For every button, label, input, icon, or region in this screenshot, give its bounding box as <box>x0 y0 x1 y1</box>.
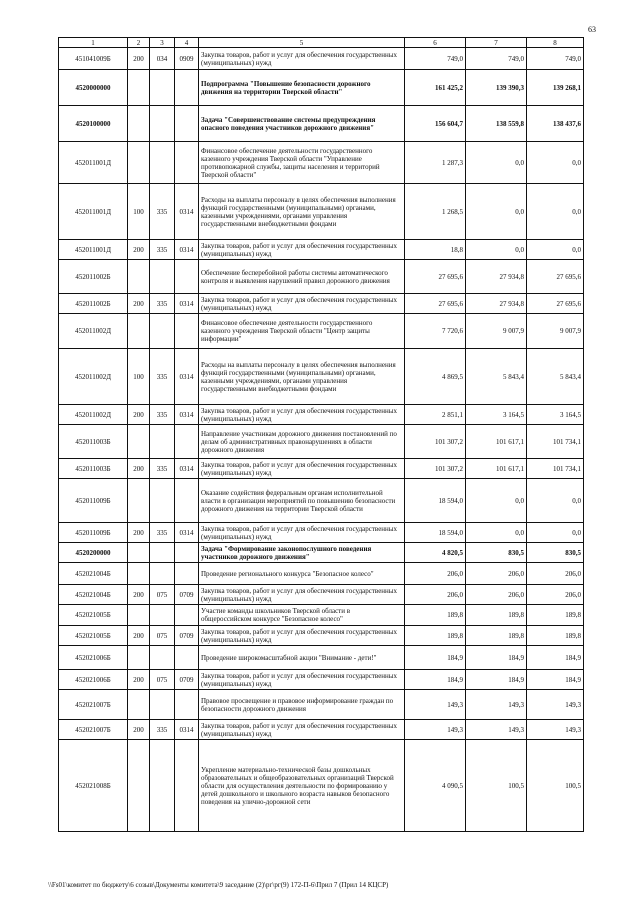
description-cell: Закупка товаров, работ и услуг для обеспечения государственных (муниципальных) нужд <box>199 240 405 260</box>
column-header: 6 <box>405 38 466 48</box>
code-cell: 452021004Б <box>59 563 128 585</box>
section-code-cell <box>175 314 199 349</box>
description-cell: Закупка товаров, работ и услуг для обеспечения государственных (муниципальных) нужд <box>199 585 405 605</box>
code-cell: 452011002Б <box>59 294 128 314</box>
table-header-row <box>59 38 584 48</box>
description-cell: Задача "Совершенствование системы предупреждения опасного поведения участников дорожного движения" <box>199 106 405 142</box>
amount-col6-cell: 101 307,2 <box>405 425 466 459</box>
admin-code-cell <box>150 646 175 670</box>
expense-type-cell <box>128 690 150 720</box>
amount-col8-cell: 830,5 <box>527 543 584 563</box>
column-header: 2 <box>128 38 150 48</box>
amount-col7-cell: 0,0 <box>466 523 527 543</box>
amount-col7-cell: 138 559,8 <box>466 106 527 142</box>
code-cell: 452021004Б <box>59 585 128 605</box>
admin-code-cell: 034 <box>150 48 175 70</box>
table-row <box>59 646 584 670</box>
admin-code-cell: 335 <box>150 184 175 240</box>
admin-code-cell <box>150 425 175 459</box>
amount-col7-cell: 0,0 <box>466 479 527 523</box>
amount-col6-cell: 18 594,0 <box>405 523 466 543</box>
table-row <box>59 294 584 314</box>
amount-col7-cell: 206,0 <box>466 563 527 585</box>
admin-code-cell: 335 <box>150 405 175 425</box>
amount-col7-cell: 0,0 <box>466 240 527 260</box>
expense-type-cell: 100 <box>128 349 150 405</box>
code-cell: 452021006Б <box>59 646 128 670</box>
table-row <box>59 425 584 459</box>
amount-col7-cell: 101 617,1 <box>466 459 527 479</box>
table-row <box>59 626 584 646</box>
table-body <box>59 48 584 832</box>
amount-col6-cell: 4 869,5 <box>405 349 466 405</box>
code-cell: 4520200000 <box>59 543 128 563</box>
amount-col8-cell: 749,0 <box>527 48 584 70</box>
description-cell: Расходы на выплаты персоналу в целях обеспечения выполнения функций государственными (муниципальными) органами, казенными учреждениями, органами управления государственными внебюджетными фондами <box>199 349 405 405</box>
amount-col7-cell: 184,9 <box>466 646 527 670</box>
admin-code-cell: 335 <box>150 523 175 543</box>
section-code-cell <box>175 142 199 184</box>
expense-type-cell <box>128 260 150 294</box>
description-cell: Укрепление материально-технической базы дошкольных образовательных и общеобразовательных организаций Тверской области для осуществления деятельности по формированию у детей дошкольного и школьного возраста навыков безопасного поведения на улично-дорожной сети <box>199 740 405 832</box>
admin-code-cell <box>150 563 175 585</box>
table-row <box>59 240 584 260</box>
amount-col6-cell: 206,0 <box>405 585 466 605</box>
admin-code-cell: 335 <box>150 349 175 405</box>
column-header: 7 <box>466 38 527 48</box>
amount-col6-cell: 206,0 <box>405 563 466 585</box>
section-code-cell <box>175 543 199 563</box>
section-code-cell <box>175 690 199 720</box>
expense-type-cell: 200 <box>128 720 150 740</box>
description-cell: Финансовое обеспечение деятельности государственного казенного учреждения Тверской области "Центр защиты информации" <box>199 314 405 349</box>
section-code-cell <box>175 740 199 832</box>
expense-type-cell: 200 <box>128 240 150 260</box>
table-row <box>59 740 584 832</box>
amount-col6-cell: 1 268,5 <box>405 184 466 240</box>
description-cell: Направление участникам дорожного движения постановлений по делам об административных правонарушениях в области дорожного движения <box>199 425 405 459</box>
code-cell: 4520000000 <box>59 70 128 106</box>
amount-col8-cell: 189,8 <box>527 626 584 646</box>
section-code-cell: 0709 <box>175 626 199 646</box>
expense-type-cell <box>128 563 150 585</box>
description-cell: Закупка товаров, работ и услуг для обеспечения государственных (муниципальных) нужд <box>199 523 405 543</box>
section-code-cell <box>175 70 199 106</box>
table-row <box>59 605 584 626</box>
description-cell: Задача "Формирование законопослушного поведения участников дорожного движения" <box>199 543 405 563</box>
table-row <box>59 670 584 690</box>
code-cell: 452021005Б <box>59 605 128 626</box>
amount-col6-cell: 4 820,5 <box>405 543 466 563</box>
code-cell: 4520100000 <box>59 106 128 142</box>
expense-type-cell: 200 <box>128 670 150 690</box>
description-cell: Подпрограмма "Повышение безопасности дорожного движения на территории Тверской области" <box>199 70 405 106</box>
section-code-cell <box>175 425 199 459</box>
admin-code-cell <box>150 740 175 832</box>
amount-col6-cell: 189,8 <box>405 605 466 626</box>
description-cell: Участие команды школьников Тверской области в общероссийском конкурсе "Безопасное колесо" <box>199 605 405 626</box>
section-code-cell: 0709 <box>175 670 199 690</box>
code-cell: 452011009Б <box>59 479 128 523</box>
expense-type-cell <box>128 479 150 523</box>
amount-col7-cell: 101 617,1 <box>466 425 527 459</box>
amount-col8-cell: 0,0 <box>527 523 584 543</box>
amount-col6-cell: 18,8 <box>405 240 466 260</box>
table-row <box>59 70 584 106</box>
amount-col6-cell: 184,9 <box>405 646 466 670</box>
amount-col8-cell: 3 164,5 <box>527 405 584 425</box>
admin-code-cell: 335 <box>150 294 175 314</box>
column-header: 5 <box>199 38 405 48</box>
section-code-cell <box>175 563 199 585</box>
code-cell: 452011001Д <box>59 240 128 260</box>
amount-col8-cell: 5 843,4 <box>527 349 584 405</box>
expense-type-cell <box>128 646 150 670</box>
amount-col6-cell: 189,8 <box>405 626 466 646</box>
code-cell: 451041009Б <box>59 48 128 70</box>
expense-type-cell: 200 <box>128 48 150 70</box>
description-cell: Закупка товаров, работ и услуг для обеспечения государственных (муниципальных) нужд <box>199 294 405 314</box>
amount-col8-cell: 9 007,9 <box>527 314 584 349</box>
section-code-cell <box>175 646 199 670</box>
description-cell: Правовое просвещение и правовое информирование граждан по безопасности дорожного движения <box>199 690 405 720</box>
amount-col8-cell: 206,0 <box>527 585 584 605</box>
description-cell: Закупка товаров, работ и услуг для обеспечения государственных (муниципальных) нужд <box>199 626 405 646</box>
expense-type-cell: 200 <box>128 294 150 314</box>
amount-col8-cell: 206,0 <box>527 563 584 585</box>
amount-col8-cell: 189,8 <box>527 605 584 626</box>
admin-code-cell <box>150 70 175 106</box>
code-cell: 452011009Б <box>59 523 128 543</box>
expense-type-cell <box>128 142 150 184</box>
table-row <box>59 459 584 479</box>
code-cell: 452011002Б <box>59 260 128 294</box>
amount-col6-cell: 1 287,3 <box>405 142 466 184</box>
budget-table <box>58 37 584 832</box>
table-row <box>59 720 584 740</box>
expense-type-cell: 200 <box>128 523 150 543</box>
file-path-footer: \\Fs01\комитет по бюджету\6 созыв\Документы комитета\9 заседание (2)\рг\рг(9) 172-П-6\Прил 7 (Прил 14 КЦСР) <box>48 881 389 889</box>
amount-col7-cell: 184,9 <box>466 670 527 690</box>
column-header: 3 <box>150 38 175 48</box>
amount-col7-cell: 749,0 <box>466 48 527 70</box>
amount-col6-cell: 101 307,2 <box>405 459 466 479</box>
description-cell: Обеспечение бесперебойной работы системы автоматического контроля и выявления нарушений правил дорожного движения <box>199 260 405 294</box>
amount-col7-cell: 206,0 <box>466 585 527 605</box>
code-cell: 452011003Б <box>59 425 128 459</box>
section-code-cell: 0909 <box>175 48 199 70</box>
table-row <box>59 142 584 184</box>
description-cell: Закупка товаров, работ и услуг для обеспечения государственных (муниципальных) нужд <box>199 405 405 425</box>
amount-col8-cell: 149,3 <box>527 720 584 740</box>
amount-col7-cell: 149,3 <box>466 690 527 720</box>
expense-type-cell <box>128 605 150 626</box>
admin-code-cell: 075 <box>150 626 175 646</box>
code-cell: 452021006Б <box>59 670 128 690</box>
code-cell: 452011002Д <box>59 349 128 405</box>
column-header: 8 <box>527 38 584 48</box>
amount-col6-cell: 184,9 <box>405 670 466 690</box>
amount-col6-cell: 149,3 <box>405 720 466 740</box>
column-header: 4 <box>175 38 199 48</box>
amount-col6-cell: 18 594,0 <box>405 479 466 523</box>
amount-col8-cell: 27 695,6 <box>527 294 584 314</box>
amount-col8-cell: 0,0 <box>527 240 584 260</box>
amount-col6-cell: 2 851,1 <box>405 405 466 425</box>
amount-col8-cell: 100,5 <box>527 740 584 832</box>
amount-col8-cell: 138 437,6 <box>527 106 584 142</box>
amount-col6-cell: 149,3 <box>405 690 466 720</box>
section-code-cell: 0314 <box>175 459 199 479</box>
amount-col8-cell: 27 695,6 <box>527 260 584 294</box>
expense-type-cell: 100 <box>128 184 150 240</box>
description-cell: Расходы на выплаты персоналу в целях обеспечения выполнения функций государственными (муниципальными) органами, казенными учреждениями, органами управления государственными внебюджетными фондами <box>199 184 405 240</box>
amount-col6-cell: 4 090,5 <box>405 740 466 832</box>
table-row <box>59 349 584 405</box>
expense-type-cell <box>128 314 150 349</box>
section-code-cell <box>175 106 199 142</box>
amount-col6-cell: 27 695,6 <box>405 260 466 294</box>
code-cell: 452011003Б <box>59 459 128 479</box>
description-cell: Проведение широкомасштабной акции "Внимание - дети!" <box>199 646 405 670</box>
section-code-cell: 0314 <box>175 240 199 260</box>
description-cell: Оказание содействия федеральным органам исполнительной власти в организации мероприятий по повышению безопасности дорожного движения на территории Тверской области <box>199 479 405 523</box>
amount-col7-cell: 830,5 <box>466 543 527 563</box>
description-cell: Закупка товаров, работ и услуг для обеспечения государственных (муниципальных) нужд <box>199 459 405 479</box>
amount-col6-cell: 156 604,7 <box>405 106 466 142</box>
code-cell: 452011001Д <box>59 184 128 240</box>
admin-code-cell: 335 <box>150 240 175 260</box>
amount-col8-cell: 149,3 <box>527 690 584 720</box>
admin-code-cell <box>150 106 175 142</box>
code-cell: 452011001Д <box>59 142 128 184</box>
code-cell: 452011002Д <box>59 405 128 425</box>
amount-col7-cell: 27 934,8 <box>466 260 527 294</box>
amount-col7-cell: 189,8 <box>466 605 527 626</box>
section-code-cell <box>175 479 199 523</box>
code-cell: 452011002Д <box>59 314 128 349</box>
column-header: 1 <box>59 38 128 48</box>
amount-col7-cell: 0,0 <box>466 142 527 184</box>
expense-type-cell: 200 <box>128 626 150 646</box>
table-row <box>59 479 584 523</box>
code-cell: 452021008Б <box>59 740 128 832</box>
page-number: 63 <box>588 25 596 34</box>
amount-col6-cell: 161 425,2 <box>405 70 466 106</box>
amount-col8-cell: 0,0 <box>527 184 584 240</box>
section-code-cell <box>175 260 199 294</box>
code-cell: 452021007Б <box>59 720 128 740</box>
amount-col8-cell: 0,0 <box>527 142 584 184</box>
table-row <box>59 314 584 349</box>
description-cell: Закупка товаров, работ и услуг для обеспечения государственных (муниципальных) нужд <box>199 48 405 70</box>
expense-type-cell <box>128 70 150 106</box>
admin-code-cell <box>150 605 175 626</box>
expense-type-cell <box>128 106 150 142</box>
table-row <box>59 260 584 294</box>
amount-col7-cell: 139 390,3 <box>466 70 527 106</box>
admin-code-cell: 075 <box>150 670 175 690</box>
admin-code-cell <box>150 690 175 720</box>
description-cell: Закупка товаров, работ и услуг для обеспечения государственных (муниципальных) нужд <box>199 670 405 690</box>
section-code-cell: 0314 <box>175 720 199 740</box>
section-code-cell: 0314 <box>175 405 199 425</box>
table-row <box>59 106 584 142</box>
amount-col7-cell: 189,8 <box>466 626 527 646</box>
amount-col7-cell: 5 843,4 <box>466 349 527 405</box>
admin-code-cell: 335 <box>150 720 175 740</box>
table-row <box>59 405 584 425</box>
table-row <box>59 48 584 70</box>
description-cell: Финансовое обеспечение деятельности государственного казенного учреждения Тверской области "Управление противопожарной службы, защиты населения и территорий Тверской области" <box>199 142 405 184</box>
table-row <box>59 184 584 240</box>
amount-col7-cell: 100,5 <box>466 740 527 832</box>
admin-code-cell: 075 <box>150 585 175 605</box>
amount-col7-cell: 3 164,5 <box>466 405 527 425</box>
description-cell: Проведение регионального конкурса "Безопасное колесо" <box>199 563 405 585</box>
admin-code-cell: 335 <box>150 459 175 479</box>
expense-type-cell <box>128 543 150 563</box>
amount-col7-cell: 27 934,8 <box>466 294 527 314</box>
amount-col8-cell: 0,0 <box>527 479 584 523</box>
amount-col8-cell: 184,9 <box>527 670 584 690</box>
admin-code-cell <box>150 314 175 349</box>
section-code-cell: 0709 <box>175 585 199 605</box>
expense-type-cell: 200 <box>128 459 150 479</box>
amount-col8-cell: 184,9 <box>527 646 584 670</box>
expense-type-cell <box>128 740 150 832</box>
description-cell: Закупка товаров, работ и услуг для обеспечения государственных (муниципальных) нужд <box>199 720 405 740</box>
admin-code-cell <box>150 260 175 294</box>
section-code-cell: 0314 <box>175 294 199 314</box>
amount-col7-cell: 9 007,9 <box>466 314 527 349</box>
amount-col7-cell: 0,0 <box>466 184 527 240</box>
amount-col8-cell: 139 268,1 <box>527 70 584 106</box>
amount-col8-cell: 101 734,1 <box>527 425 584 459</box>
admin-code-cell <box>150 142 175 184</box>
code-cell: 452021005Б <box>59 626 128 646</box>
expense-type-cell: 200 <box>128 405 150 425</box>
table-row <box>59 690 584 720</box>
section-code-cell: 0314 <box>175 184 199 240</box>
table-row <box>59 543 584 563</box>
section-code-cell: 0314 <box>175 523 199 543</box>
table-row <box>59 563 584 585</box>
amount-col7-cell: 149,3 <box>466 720 527 740</box>
section-code-cell: 0314 <box>175 349 199 405</box>
amount-col6-cell: 27 695,6 <box>405 294 466 314</box>
table-row <box>59 585 584 605</box>
admin-code-cell <box>150 479 175 523</box>
section-code-cell <box>175 605 199 626</box>
code-cell: 452021007Б <box>59 690 128 720</box>
expense-type-cell: 200 <box>128 585 150 605</box>
expense-type-cell <box>128 425 150 459</box>
admin-code-cell <box>150 543 175 563</box>
amount-col6-cell: 749,0 <box>405 48 466 70</box>
amount-col6-cell: 7 720,6 <box>405 314 466 349</box>
table-row <box>59 523 584 543</box>
amount-col8-cell: 101 734,1 <box>527 459 584 479</box>
